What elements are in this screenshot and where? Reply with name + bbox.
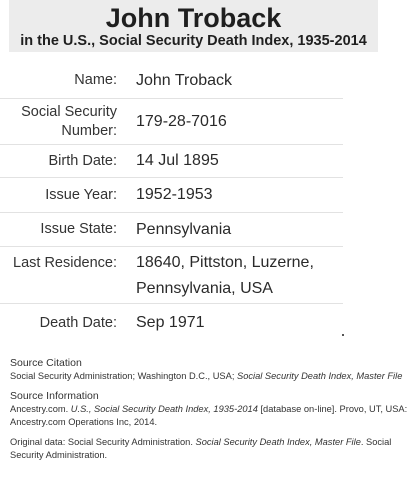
source-information-heading: Source Information bbox=[10, 390, 99, 402]
source-citation-heading: Source Citation bbox=[10, 357, 82, 369]
original-italic: Social Security Death Index, Master File bbox=[195, 437, 361, 447]
original-data bbox=[10, 436, 410, 462]
source-citation bbox=[10, 357, 410, 383]
field-row-birth-date bbox=[0, 145, 343, 178]
field-row-issue-year bbox=[0, 178, 343, 213]
source-information bbox=[10, 390, 410, 429]
field-value bbox=[136, 250, 314, 302]
info-post: [database on-line]. Provo, UT, USA: Ancestry.com Operations Inc, 2014. bbox=[10, 404, 408, 427]
citation-italic: Social Security Death Index, Master File bbox=[237, 371, 403, 381]
stray-dot bbox=[342, 334, 344, 336]
field-label: Last Residence: bbox=[13, 255, 117, 271]
field-value: 179-28-7016 bbox=[136, 112, 227, 130]
field-row-last-residence bbox=[0, 247, 343, 304]
source-information-text bbox=[10, 403, 410, 429]
field-label: Name: bbox=[74, 72, 117, 88]
record-header bbox=[9, 0, 378, 52]
original-data-text bbox=[10, 436, 410, 462]
field-row-issue-state bbox=[0, 213, 343, 247]
field-row-ssn bbox=[0, 99, 343, 145]
record-fields bbox=[0, 63, 343, 342]
field-label: Issue State: bbox=[40, 221, 117, 237]
field-row-death-date bbox=[0, 304, 343, 342]
field-value: 1952-1953 bbox=[136, 186, 213, 203]
original-post: . Social Security Administration. bbox=[10, 437, 392, 460]
source-citation-text bbox=[10, 370, 410, 383]
field-value: Sep 1971 bbox=[136, 314, 205, 331]
sources-section bbox=[10, 357, 410, 469]
field-value: 14 Jul 1895 bbox=[136, 152, 219, 169]
info-pre: Ancestry.com. bbox=[10, 404, 71, 414]
field-row-name bbox=[0, 63, 343, 99]
field-value-line: Pennsylvania, USA bbox=[136, 280, 273, 297]
field-label: Birth Date: bbox=[48, 152, 117, 169]
citation-plain: Social Security Administration; Washington D.C., USA; bbox=[10, 371, 238, 381]
field-value-line: 18640, Pittston, Luzerne, bbox=[136, 254, 314, 271]
info-italic: U.S., Social Security Death Index, 1935-2014 bbox=[70, 404, 258, 414]
field-label: Issue Year: bbox=[45, 186, 117, 203]
field-label: Death Date: bbox=[39, 314, 117, 331]
person-name-title: John Troback bbox=[105, 3, 282, 33]
field-value: John Troback bbox=[136, 71, 233, 89]
collection-subtitle: in the U.S., Social Security Death Index, 1935-2014 bbox=[20, 33, 367, 49]
field-label-line: Social Security bbox=[21, 103, 117, 120]
field-value: Pennsylvania bbox=[136, 220, 232, 238]
field-label bbox=[0, 103, 117, 141]
original-pre: Original data: Social Security Administration. bbox=[10, 437, 196, 447]
field-label-line: Number: bbox=[61, 122, 117, 139]
